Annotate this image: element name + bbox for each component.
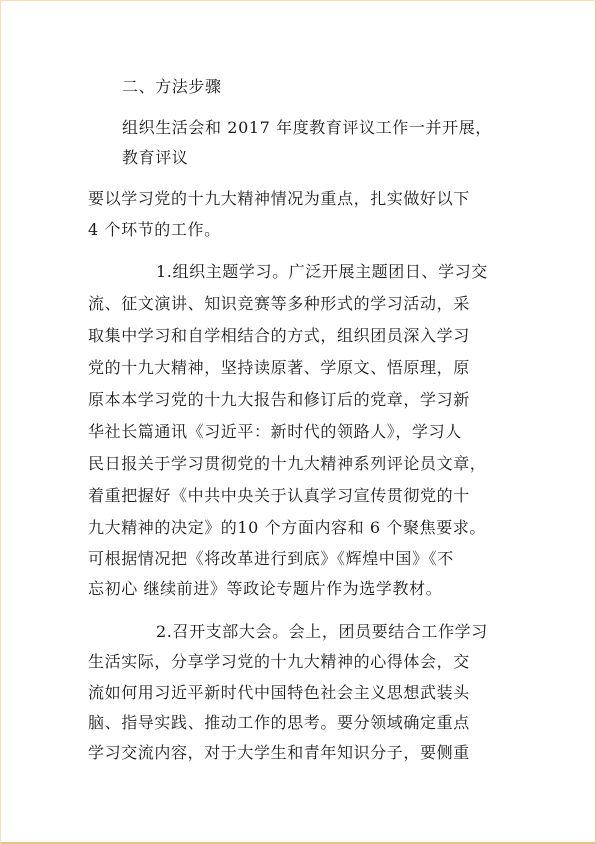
paragraph-1-line-1: 1.组织主题学习。广泛开展主题团日、学习交 [156,262,488,281]
paragraph-1-line-5: 原本本学习党的十九大报告和修订后的党章，学习新 [88,390,470,409]
paragraph-1-line-2: 流、征文演讲、知识竞赛等多种形式的学习活动，采 [88,294,470,313]
paragraph-2-line-1: 2.召开支部大会。会上，团员要结合工作学习 [156,622,488,641]
intro-line-1: 要以学习党的十九大精神情况为重点，扎实做好以下 [88,189,470,208]
paragraph-1-line-4: 党的十九大精神，坚持读原著、学原文、悟原理，原 [88,358,470,377]
paragraph-1-line-6: 华社长篇通讯《习近平：新时代的领路人》，学习人 [88,422,462,441]
paragraph-2-line-3: 流如何用习近平新时代中国特色社会主义思想武装头 [88,683,470,702]
paragraph-1-line-7: 民日报关于学习贯彻党的十九大精神系列评论员文章， [88,454,487,473]
subheading-line-2: 教育评议 [122,148,189,167]
section-heading: 二、方法步骤 [122,77,222,96]
paragraph-1-line-9: 九大精神的决定》的10 个方面内容和 6 个聚焦要求。 [88,518,486,537]
paragraph-1-line-11: 忘初心 继续前进》等政论专题片作为选学教材。 [88,579,443,598]
paragraph-1-line-3: 取集中学习和自学相结合的方式，组织团员深入学习 [88,326,470,345]
paragraph-2-line-2: 生活实际，分享学习党的十九大精神的心得体会，交 [88,652,470,671]
paragraph-1-line-10: 可根据情况把《将改革进行到底》《辉煌中国》《不 [88,549,454,568]
subheading-line-1: 组织生活会和 2017 年度教育评议工作一并开展， [122,118,492,137]
paragraph-2-line-4: 脑、指导实践、推动工作的思考。要分领域确定重点 [88,713,470,732]
intro-line-2: 4 个环节的工作。 [88,220,221,239]
paragraph-2-line-5: 学习交流内容，对于大学生和青年知识分子，要侧重 [88,743,470,762]
paragraph-1-line-8: 着重把握好《中共中央关于认真学习宣传贯彻党的十 [88,486,470,505]
